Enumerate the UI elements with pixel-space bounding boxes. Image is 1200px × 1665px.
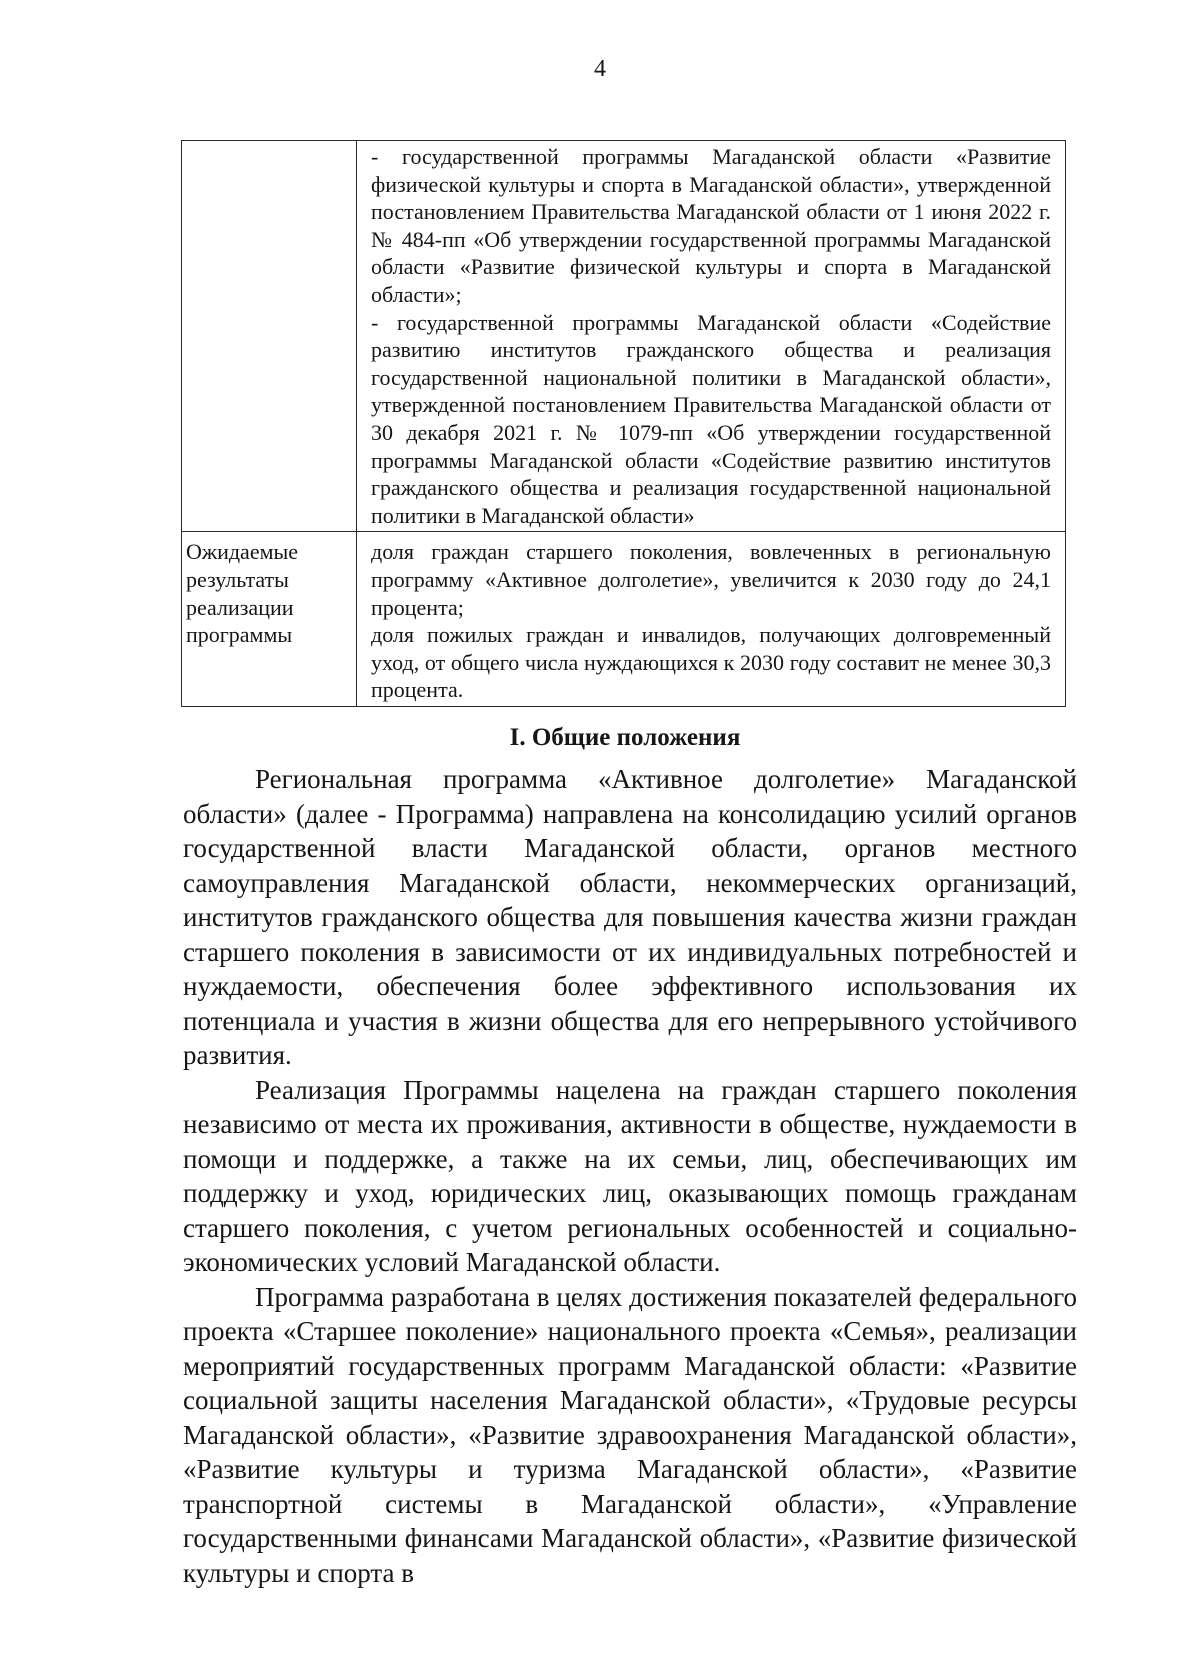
table-row: [182, 532, 1066, 707]
list-item: - государственной программы Магаданской области «Развитие физической культуры и спорта в Магаданской области», утвержденной постановлением Правительства Магаданской области от 1 июня 2022 г. № 484-пп «Об утверждении государственной программы Магаданской области «Развитие физической культуры и спорта в Магаданской области»;: [371, 144, 1051, 307]
table-cell-value: [357, 141, 1066, 532]
table-cell-label: [182, 141, 357, 532]
table-cell-label: [182, 532, 357, 707]
label-line: результаты: [186, 566, 289, 592]
list-item: доля пожилых граждан и инвалидов, получающих долговременный уход, от общего числа нуждающихся к 2030 году составит не менее 30,3 процента.: [371, 622, 1051, 703]
table-row: [182, 141, 1066, 532]
paragraph: Реализация Программы нацелена на граждан старшего поколения независимо от места их проживания, активности в обществе, нуждаемости в помощи и поддержке, а также на их семьи, лиц, обеспечивающих им поддержку и уход, юридических лиц, оказывающих помощь гражданам старшего поколения, с учетом региональных особенностей и социально-экономических условий Магаданской области.: [183, 1074, 1077, 1277]
passport-table: [181, 140, 1066, 707]
label-line: реализации: [186, 594, 294, 620]
list-item: доля граждан старшего поколения, вовлеченных в региональную программу «Активное долголетие», увеличится к 2030 году до 24,1 процента;: [371, 539, 1051, 620]
section-body: [183, 762, 1077, 1590]
paragraph: Региональная программа «Активное долголетие» Магаданской области» (далее - Программа) направлена на консолидацию усилий органов государственной власти Магаданской области, органов местного самоуправления Магаданской области, некоммерческих организаций, институтов гражданского общества для повышения качества жизни граждан старшего поколения в зависимости от их индивидуальных потребностей и нуждаемости, обеспечения более эффективного использования их потенциала и участия в жизни общества для его непрерывного устойчивого развития.: [183, 764, 1077, 1070]
list-item: - государственной программы Магаданской области «Содействие развитию институтов гражданского общества и реализация государственной национальной политики в Магаданской области», утвержденной постановлением Правительства Магаданской области от 30 декабря 2021 г. № 1079-пп «Об утверждении государственной программы Магаданской области «Содействие развитию институтов гражданского общества и реализация государственной национальной политики в Магаданской области»: [371, 309, 1051, 528]
label-line: программы: [186, 622, 293, 648]
table-cell-value: [357, 532, 1066, 707]
page-number: 4: [594, 56, 606, 82]
paragraph: Программа разработана в целях достижения показателей федерального проекта «Старшее поколение» национального проекта «Семья», реализации мероприятий государственных программ Магаданской области: «Развитие социальной защиты населения Магаданской области», «Трудовые ресурсы Магаданской области», «Развитие здравоохранения Магаданской области», «Развитие культуры и туризма Магаданской области», «Развитие транспортной системы в Магаданской области», «Управление государственными финансами Магаданской области», «Развитие физической культуры и спорта в: [183, 1281, 1077, 1588]
label-line: Ожидаемые: [186, 539, 299, 565]
section-title: I. Общие положения: [509, 724, 741, 751]
